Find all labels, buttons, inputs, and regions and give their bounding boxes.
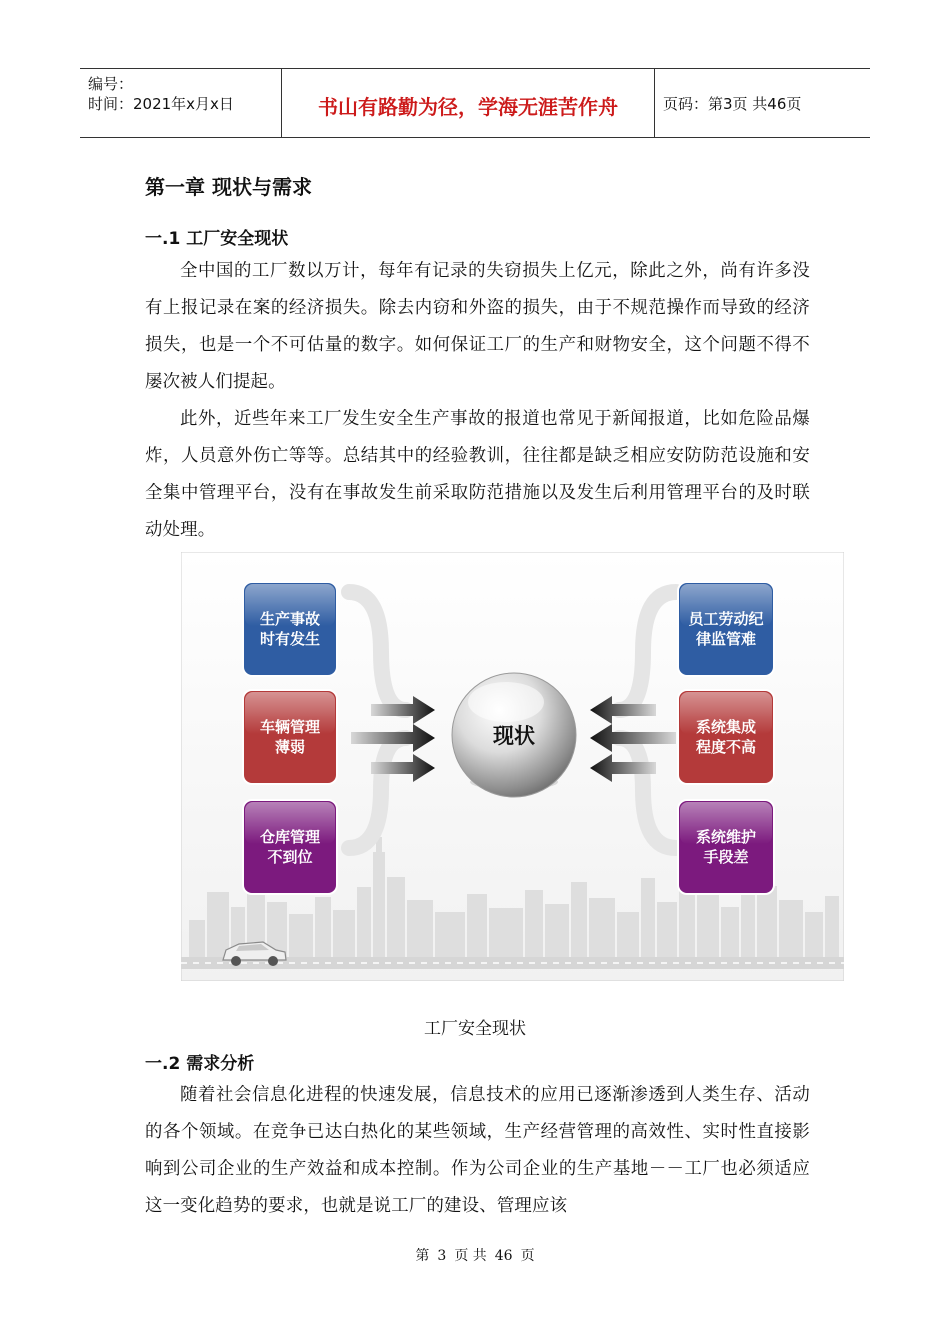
header-page-info: 页码：第3页 共46页 bbox=[663, 95, 802, 113]
box-label-line1: 员工劳动纪 bbox=[688, 610, 764, 628]
figure-caption: 工厂安全现状 bbox=[424, 1019, 526, 1039]
header-motto-cell bbox=[282, 69, 655, 137]
section-heading-1: 一.1 工厂安全现状 bbox=[145, 229, 289, 249]
box-label-line1: 系统维护 bbox=[695, 828, 757, 846]
box-label-line1: 系统集成 bbox=[695, 718, 757, 736]
left-box-2 bbox=[243, 690, 337, 784]
header-page-cell bbox=[655, 69, 870, 137]
page-footer bbox=[0, 1245, 950, 1265]
box-label-line1: 生产事故 bbox=[259, 610, 321, 628]
left-box-1 bbox=[243, 582, 337, 676]
box-label-line2: 不到位 bbox=[267, 848, 313, 866]
page-header bbox=[80, 68, 870, 138]
footer-page-mid: 页 共 bbox=[454, 1248, 487, 1264]
box-label-line2: 时有发生 bbox=[259, 630, 321, 648]
box-label-line2: 律监管难 bbox=[695, 630, 757, 648]
left-box-3 bbox=[243, 800, 337, 894]
section-heading-2: 一.2 需求分析 bbox=[145, 1054, 255, 1074]
paragraph: 此外，近些年来工厂发生安全生产事故的报道也常见于新闻报道，比如危险品爆炸，人员意外伤亡等等。总结其中的经验教训，往往都是缺乏相应安防防范设施和安全集中管理平台，没有在事故发生前采取防范措施以及发生后利用管理平台的及时联动处理。 bbox=[145, 409, 810, 540]
box-label-line2: 手段差 bbox=[703, 848, 749, 866]
doc-number-label: 编号： bbox=[88, 75, 134, 93]
footer-page-end: 页 bbox=[520, 1248, 535, 1264]
footer-total-pages: 46 bbox=[494, 1248, 513, 1264]
paragraph: 随着社会信息化进程的快速发展，信息技术的应用已逐渐渗透到人类生存、活动的各个领域。在竞争已达白热化的某些领域，生产经营管理的高效性、实时性直接影响到公司企业的生产效益和成本控制。作为公司企业的生产基地－－工厂也必须适应这一变化趋势的要求，也就是说工厂的建设、管理应该 bbox=[145, 1085, 810, 1216]
right-box-3 bbox=[678, 800, 774, 894]
center-sphere bbox=[452, 673, 576, 797]
paragraph: 全中国的工厂数以万计，每年有记录的失窃损失上亿元，除此之外，尚有许多没有上报记录在案的经济损失。除去内窃和外盗的损失，由于不规范操作而导致的经济损失，也是一个不可估量的数字。如何保证工厂的生产和财物安全，这个问题不得不屡次被人们提起。 bbox=[145, 261, 810, 392]
box-label-line1: 仓库管理 bbox=[259, 828, 321, 846]
header-motto: 书山有路勤为径，学海无涯苦作舟 bbox=[318, 95, 618, 119]
box-label-line2: 程度不高 bbox=[695, 738, 757, 756]
chapter-title: 第一章 现状与需求 bbox=[145, 175, 312, 199]
box-label-line2: 薄弱 bbox=[274, 738, 306, 756]
box-label-line1: 车辆管理 bbox=[259, 718, 321, 736]
situation-diagram bbox=[181, 552, 844, 981]
footer-page-number: 3 bbox=[437, 1248, 447, 1264]
date-label: 时间：2021年x月x日 bbox=[88, 95, 234, 113]
center-label: 现状 bbox=[493, 724, 535, 748]
right-box-1 bbox=[678, 582, 774, 676]
right-box-2 bbox=[678, 690, 774, 784]
header-meta-cell bbox=[80, 69, 282, 137]
footer-page-label: 第 bbox=[415, 1248, 430, 1264]
